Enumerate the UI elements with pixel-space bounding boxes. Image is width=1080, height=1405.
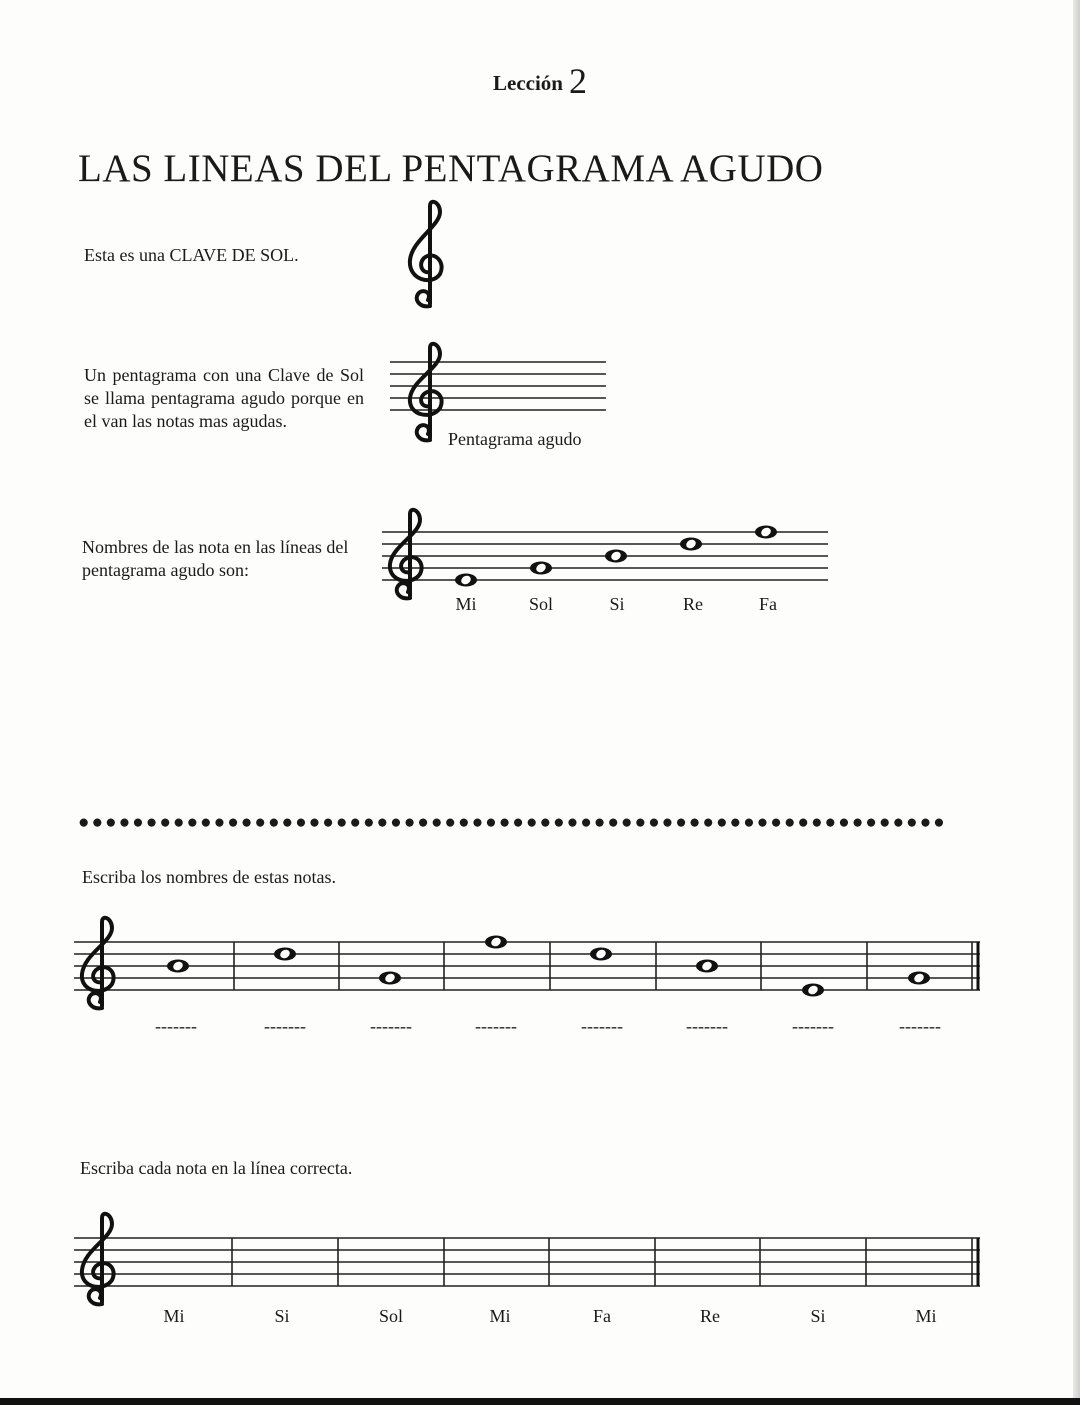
whole-note-sol: [530, 562, 552, 575]
exercise1-note-6: [696, 960, 718, 973]
note-name-sol: Sol: [528, 594, 553, 614]
dotted-separator: ●●●●●●●●●●●●●●●●●●●●●●●●●●●●●●●●●●●●●●●●●●●●●●●●●●●●●●●●●●●●●●●●: [78, 812, 947, 833]
exercise1-note-1: [167, 960, 189, 973]
exercise1-instruction: Escriba los nombres de estas notas.: [82, 867, 336, 887]
staff-description: Un pentagrama con una Clave de Sol se llama pentagrama agudo porque en el van las notas mas agudas.: [84, 365, 364, 431]
page-title: LAS LINEAS DEL PENTAGRAMA AGUDO: [78, 147, 824, 190]
exercise1-note-3: [379, 972, 401, 985]
answer-blank[interactable]: -------: [899, 1016, 941, 1036]
page-edge-shadow: [1073, 0, 1080, 1398]
note-name-si: Si: [609, 594, 625, 614]
answer-blank[interactable]: -------: [370, 1016, 412, 1036]
answer-blank[interactable]: -------: [264, 1016, 306, 1036]
exercise2-name-5: Fa: [593, 1306, 611, 1326]
exercise1-note-7: [802, 984, 824, 997]
whole-note-re: [680, 538, 702, 551]
exercise2-instruction: Escriba cada nota en la línea correcta.: [80, 1158, 353, 1178]
exercise2-name-1: Mi: [163, 1306, 185, 1326]
whole-note-si: [605, 550, 627, 563]
note-name-re: Re: [683, 594, 703, 614]
exercise2-name-7: Si: [810, 1306, 826, 1326]
note-name-mi: Mi: [455, 594, 477, 614]
answer-blank[interactable]: -------: [581, 1016, 623, 1036]
lesson-heading: [0, 60, 1080, 102]
exercise2-name-8: Mi: [915, 1306, 937, 1326]
exercise1-note-4: [485, 936, 507, 949]
whole-note-fa: [755, 526, 777, 539]
answer-blank[interactable]: -------: [792, 1016, 834, 1036]
lesson-number: 2: [568, 61, 587, 101]
line-names-description: Nombres de las nota en las líneas del pentagrama agudo son:: [82, 537, 349, 580]
whole-note-mi: [455, 574, 477, 587]
staff-caption: Pentagrama agudo: [448, 429, 582, 449]
exercise2-name-3: Sol: [378, 1306, 403, 1326]
clef-description: Esta es una CLAVE DE SOL.: [84, 245, 299, 265]
answer-blank[interactable]: -------: [475, 1016, 517, 1036]
exercise2-name-4: Mi: [489, 1306, 511, 1326]
answer-blank[interactable]: -------: [155, 1016, 197, 1036]
answer-blank[interactable]: -------: [686, 1016, 728, 1036]
lesson-label: Lección: [493, 71, 563, 95]
treble-clef-icon: [400, 200, 460, 310]
exercise1-note-8: [908, 972, 930, 985]
note-name-fa: Fa: [759, 594, 777, 614]
exercise1-staff: [74, 912, 984, 1012]
exercise2-name-6: Re: [700, 1306, 720, 1326]
page-bottom-border: [0, 1398, 1080, 1405]
exercise2-name-2: Si: [274, 1306, 290, 1326]
exercise2-staff[interactable]: [74, 1210, 984, 1310]
exercise1-note-2: [274, 948, 296, 961]
exercise1-note-5: [590, 948, 612, 961]
